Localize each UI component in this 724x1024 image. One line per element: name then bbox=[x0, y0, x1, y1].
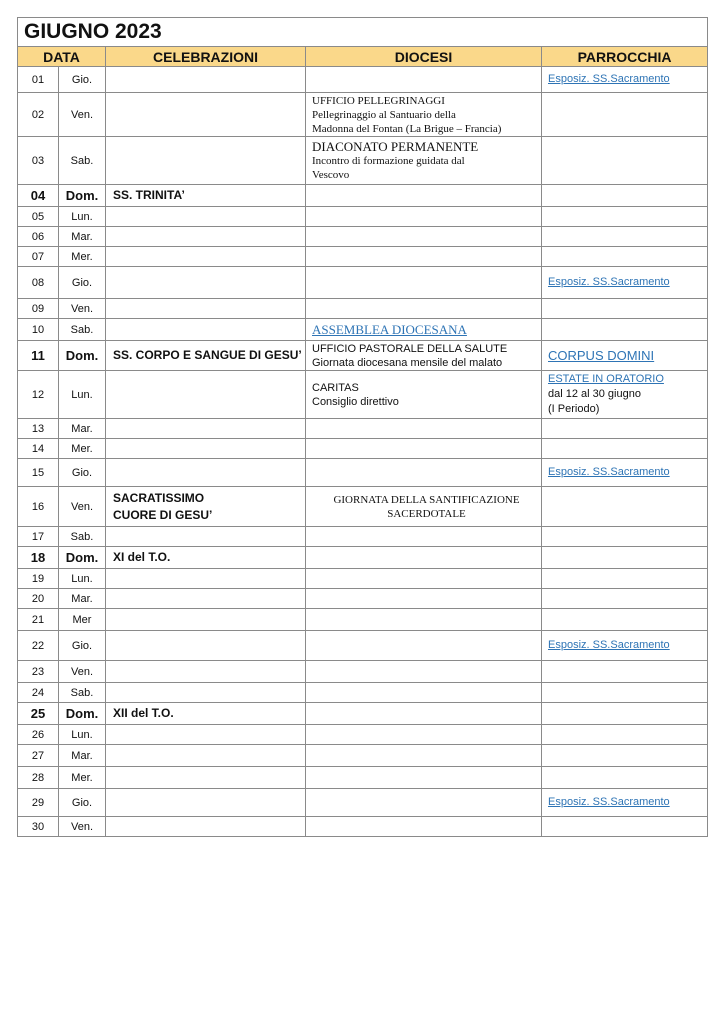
header-data: DATA bbox=[18, 47, 106, 67]
header-diocesi: DIOCESI bbox=[306, 47, 542, 67]
day-name: Mar. bbox=[59, 419, 106, 439]
table-row bbox=[18, 609, 708, 631]
parish-cell bbox=[542, 789, 708, 817]
celebration-cell bbox=[106, 569, 306, 589]
diocese-cell bbox=[306, 487, 542, 527]
diocese-cell bbox=[306, 247, 542, 267]
celebration-cell bbox=[106, 547, 306, 569]
celebration-text: XII del T.O. bbox=[113, 706, 174, 720]
table-row bbox=[18, 267, 708, 299]
table-row bbox=[18, 547, 708, 569]
celebration-text: XI del T.O. bbox=[113, 550, 171, 564]
celebration-text: CUORE DI GESU’ bbox=[113, 507, 213, 522]
table-row bbox=[18, 459, 708, 487]
parish-cell bbox=[542, 371, 708, 419]
parish-cell bbox=[542, 767, 708, 789]
table-row bbox=[18, 227, 708, 247]
celebration-cell bbox=[106, 661, 306, 683]
celebration-cell bbox=[106, 319, 306, 341]
day-number: 16 bbox=[18, 487, 59, 527]
parish-cell bbox=[542, 341, 708, 371]
day-name: Mer. bbox=[59, 247, 106, 267]
day-number: 26 bbox=[18, 725, 59, 745]
celebration-cell bbox=[106, 371, 306, 419]
table-row bbox=[18, 527, 708, 547]
table-row bbox=[18, 341, 708, 371]
celebration-cell bbox=[106, 589, 306, 609]
parish-cell bbox=[542, 661, 708, 683]
table-row bbox=[18, 817, 708, 837]
parish-link[interactable]: Esposiz. SS.Sacramento bbox=[548, 276, 670, 288]
celebration-cell bbox=[106, 609, 306, 631]
parish-cell bbox=[542, 67, 708, 93]
day-name: Mar. bbox=[59, 745, 106, 767]
table-row bbox=[18, 589, 708, 609]
day-name: Gio. bbox=[59, 631, 106, 661]
celebration-text: SACRATISSIMO bbox=[113, 490, 205, 505]
diocese-cell bbox=[306, 267, 542, 299]
day-name: Lun. bbox=[59, 207, 106, 227]
day-number: 27 bbox=[18, 745, 59, 767]
parish-link[interactable]: Esposiz. SS.Sacramento bbox=[548, 73, 670, 85]
day-name: Dom. bbox=[59, 185, 106, 207]
day-number: 15 bbox=[18, 459, 59, 487]
day-name: Sab. bbox=[59, 683, 106, 703]
celebration-cell bbox=[106, 185, 306, 207]
diocese-text: GIORNATA DELLA SANTIFICAZIONE bbox=[333, 493, 520, 506]
parish-link[interactable]: CORPUS DOMINI bbox=[548, 348, 655, 363]
diocese-text: Madonna del Fontan (La Brigue – Francia) bbox=[312, 122, 502, 135]
diocese-cell bbox=[306, 93, 542, 137]
table-row bbox=[18, 767, 708, 789]
celebration-cell bbox=[106, 67, 306, 93]
day-name: Mer bbox=[59, 609, 106, 631]
diocese-cell bbox=[306, 683, 542, 703]
celebration-cell bbox=[106, 341, 306, 371]
celebration-text: SS. TRINITA’ bbox=[113, 188, 185, 202]
day-name: Gio. bbox=[59, 267, 106, 299]
table-row bbox=[18, 185, 708, 207]
celebration-cell bbox=[106, 137, 306, 185]
table-row bbox=[18, 745, 708, 767]
parish-cell bbox=[542, 527, 708, 547]
diocese-cell bbox=[306, 299, 542, 319]
parish-cell bbox=[542, 299, 708, 319]
celebration-cell bbox=[106, 439, 306, 459]
diocese-cell bbox=[306, 631, 542, 661]
day-name: Sab. bbox=[59, 527, 106, 547]
table-row bbox=[18, 789, 708, 817]
diocese-text: Vescovo bbox=[312, 168, 350, 181]
diocese-cell bbox=[306, 137, 542, 185]
celebration-cell bbox=[106, 703, 306, 725]
calendar-sheet bbox=[17, 17, 707, 837]
diocese-cell bbox=[306, 817, 542, 837]
diocese-text: CARITAS bbox=[312, 381, 359, 394]
table-row bbox=[18, 247, 708, 267]
day-name: Mar. bbox=[59, 227, 106, 247]
day-name: Lun. bbox=[59, 569, 106, 589]
day-number: 24 bbox=[18, 683, 59, 703]
diocese-text: Consiglio direttivo bbox=[312, 395, 399, 408]
celebration-cell bbox=[106, 631, 306, 661]
day-number: 04 bbox=[18, 185, 59, 207]
parish-link[interactable]: Esposiz. SS.Sacramento bbox=[548, 639, 670, 651]
table-row bbox=[18, 419, 708, 439]
celebration-cell bbox=[106, 419, 306, 439]
parish-cell bbox=[542, 703, 708, 725]
table-row bbox=[18, 439, 708, 459]
celebration-cell bbox=[106, 267, 306, 299]
table-row bbox=[18, 67, 708, 93]
celebration-cell bbox=[106, 767, 306, 789]
day-number: 22 bbox=[18, 631, 59, 661]
parish-cell bbox=[542, 569, 708, 589]
parish-cell bbox=[542, 319, 708, 341]
diocese-cell bbox=[306, 589, 542, 609]
diocese-cell bbox=[306, 745, 542, 767]
diocese-cell bbox=[306, 67, 542, 93]
parish-cell bbox=[542, 745, 708, 767]
table-row bbox=[18, 683, 708, 703]
table-row bbox=[18, 299, 708, 319]
header-parrocchia: PARROCCHIA bbox=[542, 47, 708, 67]
diocese-cell bbox=[306, 419, 542, 439]
diocese-text: SACERDOTALE bbox=[387, 507, 466, 520]
day-number: 23 bbox=[18, 661, 59, 683]
day-number: 21 bbox=[18, 609, 59, 631]
day-number: 07 bbox=[18, 247, 59, 267]
day-name: Sab. bbox=[59, 319, 106, 341]
table-row bbox=[18, 207, 708, 227]
parish-cell bbox=[542, 631, 708, 661]
table-row bbox=[18, 371, 708, 419]
table-row bbox=[18, 319, 708, 341]
celebration-cell bbox=[106, 745, 306, 767]
diocese-cell bbox=[306, 185, 542, 207]
celebration-cell bbox=[106, 299, 306, 319]
parish-cell bbox=[542, 267, 708, 299]
day-name: Dom. bbox=[59, 341, 106, 371]
calendar-table bbox=[17, 17, 708, 837]
day-number: 08 bbox=[18, 267, 59, 299]
day-number: 13 bbox=[18, 419, 59, 439]
day-name: Gio. bbox=[59, 789, 106, 817]
diocese-text: Incontro di formazione guidata dal bbox=[312, 154, 465, 167]
diocese-cell bbox=[306, 661, 542, 683]
day-number: 19 bbox=[18, 569, 59, 589]
day-number: 09 bbox=[18, 299, 59, 319]
diocese-text: Pellegrinaggio al Santuario della bbox=[312, 108, 456, 121]
celebration-cell bbox=[106, 789, 306, 817]
diocese-link[interactable]: ASSEMBLEA DIOCESANA bbox=[312, 321, 467, 337]
parish-cell bbox=[542, 547, 708, 569]
diocese-cell bbox=[306, 319, 542, 341]
parish-cell bbox=[542, 487, 708, 527]
celebration-cell bbox=[106, 683, 306, 703]
parish-cell bbox=[542, 589, 708, 609]
diocese-cell bbox=[306, 371, 542, 419]
diocese-cell bbox=[306, 527, 542, 547]
diocese-cell bbox=[306, 341, 542, 371]
parish-cell bbox=[542, 207, 708, 227]
day-number: 11 bbox=[18, 341, 59, 371]
day-name: Ven. bbox=[59, 817, 106, 837]
day-name: Gio. bbox=[59, 67, 106, 93]
parish-link[interactable]: ESTATE IN ORATORIO bbox=[548, 373, 664, 385]
calendar-rows bbox=[18, 67, 708, 837]
day-number: 03 bbox=[18, 137, 59, 185]
celebration-cell bbox=[106, 207, 306, 227]
table-row bbox=[18, 569, 708, 589]
parish-cell bbox=[542, 93, 708, 137]
celebration-cell bbox=[106, 725, 306, 745]
day-number: 20 bbox=[18, 589, 59, 609]
day-number: 30 bbox=[18, 817, 59, 837]
diocese-cell bbox=[306, 767, 542, 789]
celebration-cell bbox=[106, 487, 306, 527]
day-name: Ven. bbox=[59, 661, 106, 683]
diocese-cell bbox=[306, 547, 542, 569]
day-number: 28 bbox=[18, 767, 59, 789]
parish-cell bbox=[542, 459, 708, 487]
parish-cell bbox=[542, 185, 708, 207]
header-celebrazioni: CELEBRAZIONI bbox=[106, 47, 306, 67]
parish-cell bbox=[542, 247, 708, 267]
celebration-cell bbox=[106, 527, 306, 547]
diocese-cell bbox=[306, 207, 542, 227]
parish-text: (I Periodo) bbox=[548, 403, 600, 415]
day-number: 12 bbox=[18, 371, 59, 419]
diocese-cell bbox=[306, 725, 542, 745]
diocese-cell bbox=[306, 569, 542, 589]
diocese-text: UFFICIO PELLEGRINAGGI bbox=[312, 94, 445, 107]
day-name: Ven. bbox=[59, 487, 106, 527]
parish-cell bbox=[542, 817, 708, 837]
day-number: 02 bbox=[18, 93, 59, 137]
diocese-cell bbox=[306, 227, 542, 247]
day-number: 29 bbox=[18, 789, 59, 817]
day-name: Dom. bbox=[59, 703, 106, 725]
day-name: Mar. bbox=[59, 589, 106, 609]
day-name: Mer. bbox=[59, 439, 106, 459]
diocese-text: DIACONATO PERMANENTE bbox=[312, 138, 479, 154]
day-name: Lun. bbox=[59, 725, 106, 745]
day-name: Gio. bbox=[59, 459, 106, 487]
parish-text: dal 12 al 30 giugno bbox=[548, 388, 641, 400]
celebration-cell bbox=[106, 817, 306, 837]
day-name: Mer. bbox=[59, 767, 106, 789]
diocese-text: UFFICIO PASTORALE DELLA SALUTE bbox=[312, 342, 508, 355]
parish-link[interactable]: Esposiz. SS.Sacramento bbox=[548, 796, 670, 808]
table-row bbox=[18, 631, 708, 661]
day-number: 18 bbox=[18, 547, 59, 569]
day-name: Ven. bbox=[59, 93, 106, 137]
parish-cell bbox=[542, 419, 708, 439]
table-row bbox=[18, 487, 708, 527]
diocese-cell bbox=[306, 789, 542, 817]
page-title: GIUGNO 2023 bbox=[18, 18, 708, 47]
celebration-cell bbox=[106, 459, 306, 487]
celebration-cell bbox=[106, 93, 306, 137]
day-name: Dom. bbox=[59, 547, 106, 569]
parish-cell bbox=[542, 439, 708, 459]
day-number: 05 bbox=[18, 207, 59, 227]
diocese-cell bbox=[306, 609, 542, 631]
parish-link[interactable]: Esposiz. SS.Sacramento bbox=[548, 466, 670, 478]
parish-cell bbox=[542, 137, 708, 185]
day-name: Lun. bbox=[59, 371, 106, 419]
parish-cell bbox=[542, 227, 708, 247]
day-name: Sab. bbox=[59, 137, 106, 185]
celebration-cell bbox=[106, 227, 306, 247]
day-number: 25 bbox=[18, 703, 59, 725]
day-number: 14 bbox=[18, 439, 59, 459]
celebration-cell bbox=[106, 247, 306, 267]
day-number: 10 bbox=[18, 319, 59, 341]
parish-cell bbox=[542, 683, 708, 703]
diocese-text: Giornata diocesana mensile del malato bbox=[312, 356, 503, 369]
diocese-cell bbox=[306, 439, 542, 459]
table-row bbox=[18, 137, 708, 185]
celebration-text: SS. CORPO E SANGUE DI GESU’ bbox=[113, 348, 302, 362]
day-name: Ven. bbox=[59, 299, 106, 319]
day-number: 17 bbox=[18, 527, 59, 547]
diocese-cell bbox=[306, 459, 542, 487]
table-row bbox=[18, 661, 708, 683]
table-row bbox=[18, 725, 708, 745]
diocese-cell bbox=[306, 703, 542, 725]
day-number: 06 bbox=[18, 227, 59, 247]
parish-cell bbox=[542, 725, 708, 745]
day-number: 01 bbox=[18, 67, 59, 93]
table-row bbox=[18, 703, 708, 725]
parish-cell bbox=[542, 609, 708, 631]
table-row bbox=[18, 93, 708, 137]
